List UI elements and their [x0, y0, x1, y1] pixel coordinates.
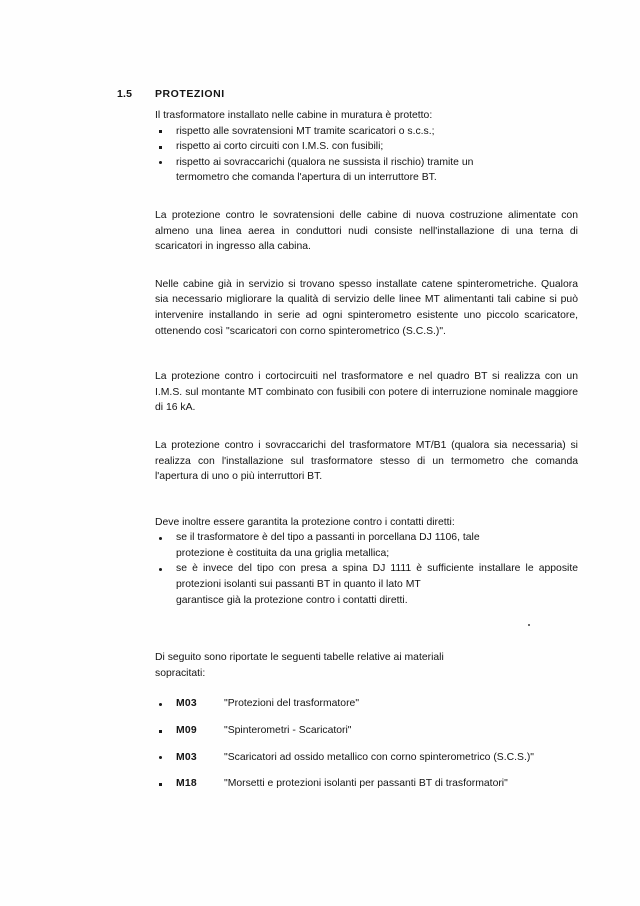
paragraph-catene: Nelle cabine già in servizio si trovano spesso installate catene spinterometriche. Qualora sia necessario migliorare la qualità di servizio delle linee MT alimentanti tali cabine si può intervenire installando in serie ad ogni spinterometro esistente uno piccolo scaricatore, ottenendo così "scaricatori con corno spinterometrico (S.C.S.)".	[155, 278, 578, 337]
intro-lead: Il trasformatore installato nelle cabine in muratura è protetto:	[155, 110, 433, 121]
materials-list	[155, 696, 578, 791]
material-description: "Protezioni del trasformatore"	[224, 698, 360, 710]
spacer	[155, 416, 578, 438]
list-item	[155, 530, 578, 561]
paragraph-cortocircuiti: La protezione contro i cortocircuiti nel trasformatore e nel quadro BT si realizza con un I.M.S. sul montante MT combinato con fusibili con potere di interruzione nominale maggiore di 16 kA.	[155, 371, 578, 414]
paragraph-sovratensioni: La protezione contro le sovratensioni delle cabine di nuova costruzione alimentate con almeno una linea aerea in conduttori nudi consiste nell'installazione di una terna di scaricatori in ingresso alla cabina.	[155, 209, 578, 253]
list-item: rispetto ai corto circuiti con I.M.S. con fusibili;	[155, 139, 578, 155]
list-item	[155, 561, 578, 608]
list-item-text: se il trasformatore è del tipo a passanti in porcellana DJ 1106, tale	[176, 532, 480, 544]
list-item	[155, 776, 578, 792]
section-number: 1.5	[117, 88, 133, 100]
tables-intro-line-2: sopracitati:	[155, 667, 206, 679]
spacer	[155, 608, 578, 650]
tables-intro-line-1: Di seguito sono riportate le seguenti tabelle relative ai materiali	[155, 652, 444, 664]
paragraph-sovraccarichi: La protezione contro i sovraccarichi del trasformatore MT/B1 (qualora sia necessaria) si realizza con l'installazione sul trasformatore stesso di un termometro che comanda l'apertura di uno o più interruttori BT.	[155, 439, 578, 483]
list-item	[155, 723, 578, 739]
list-item	[155, 155, 578, 186]
material-code: M03	[176, 698, 197, 710]
spacer	[155, 186, 578, 208]
material-code: M09	[176, 725, 197, 737]
spacer	[155, 681, 578, 696]
contatti-diretti-lead: Deve inoltre essere garantita la protezione contro i contatti diretti:	[155, 516, 455, 528]
list-item-continuation: garantisce già la protezione contro i contatti diretti.	[176, 594, 408, 606]
list-item	[155, 696, 578, 712]
material-description: "Scaricatori ad ossido metallico con corno spinterometrico (S.C.S.)"	[224, 751, 534, 763]
intro-bullet-list	[155, 124, 578, 186]
list-item: rispetto alle sovratensioni MT tramite scaricatori o s.c.s.;	[155, 124, 578, 140]
intro-block	[155, 108, 578, 792]
material-code: M18	[176, 778, 197, 790]
material-description: "Spinterometri - Scaricatori"	[224, 725, 352, 737]
list-item-text: rispetto ai sovraccarichi (qualora ne sussista il rischio) tramite un	[176, 156, 474, 168]
material-description: "Morsetti e protezioni isolanti per passanti BT di trasformatori"	[224, 778, 508, 790]
material-code: M03	[176, 751, 197, 763]
spacer	[155, 339, 578, 369]
list-item-continuation: termometro che comanda l'apertura di un interruttore BT.	[176, 172, 437, 184]
spacer	[155, 485, 578, 515]
spacer	[155, 255, 578, 277]
scan-speck	[528, 624, 530, 626]
list-item-text: se è invece del tipo con presa a spina DJ 1111 è sufficiente installare le apposite protezioni isolanti sui passanti BT in quanto il lato MT	[176, 563, 578, 591]
page-title: PROTEZIONI	[155, 88, 225, 100]
list-item-continuation: protezione è costituita da una griglia metallica;	[176, 547, 390, 559]
section-heading	[0, 88, 640, 108]
contatti-diretti-bullet-list	[155, 530, 578, 608]
list-item	[155, 750, 578, 766]
